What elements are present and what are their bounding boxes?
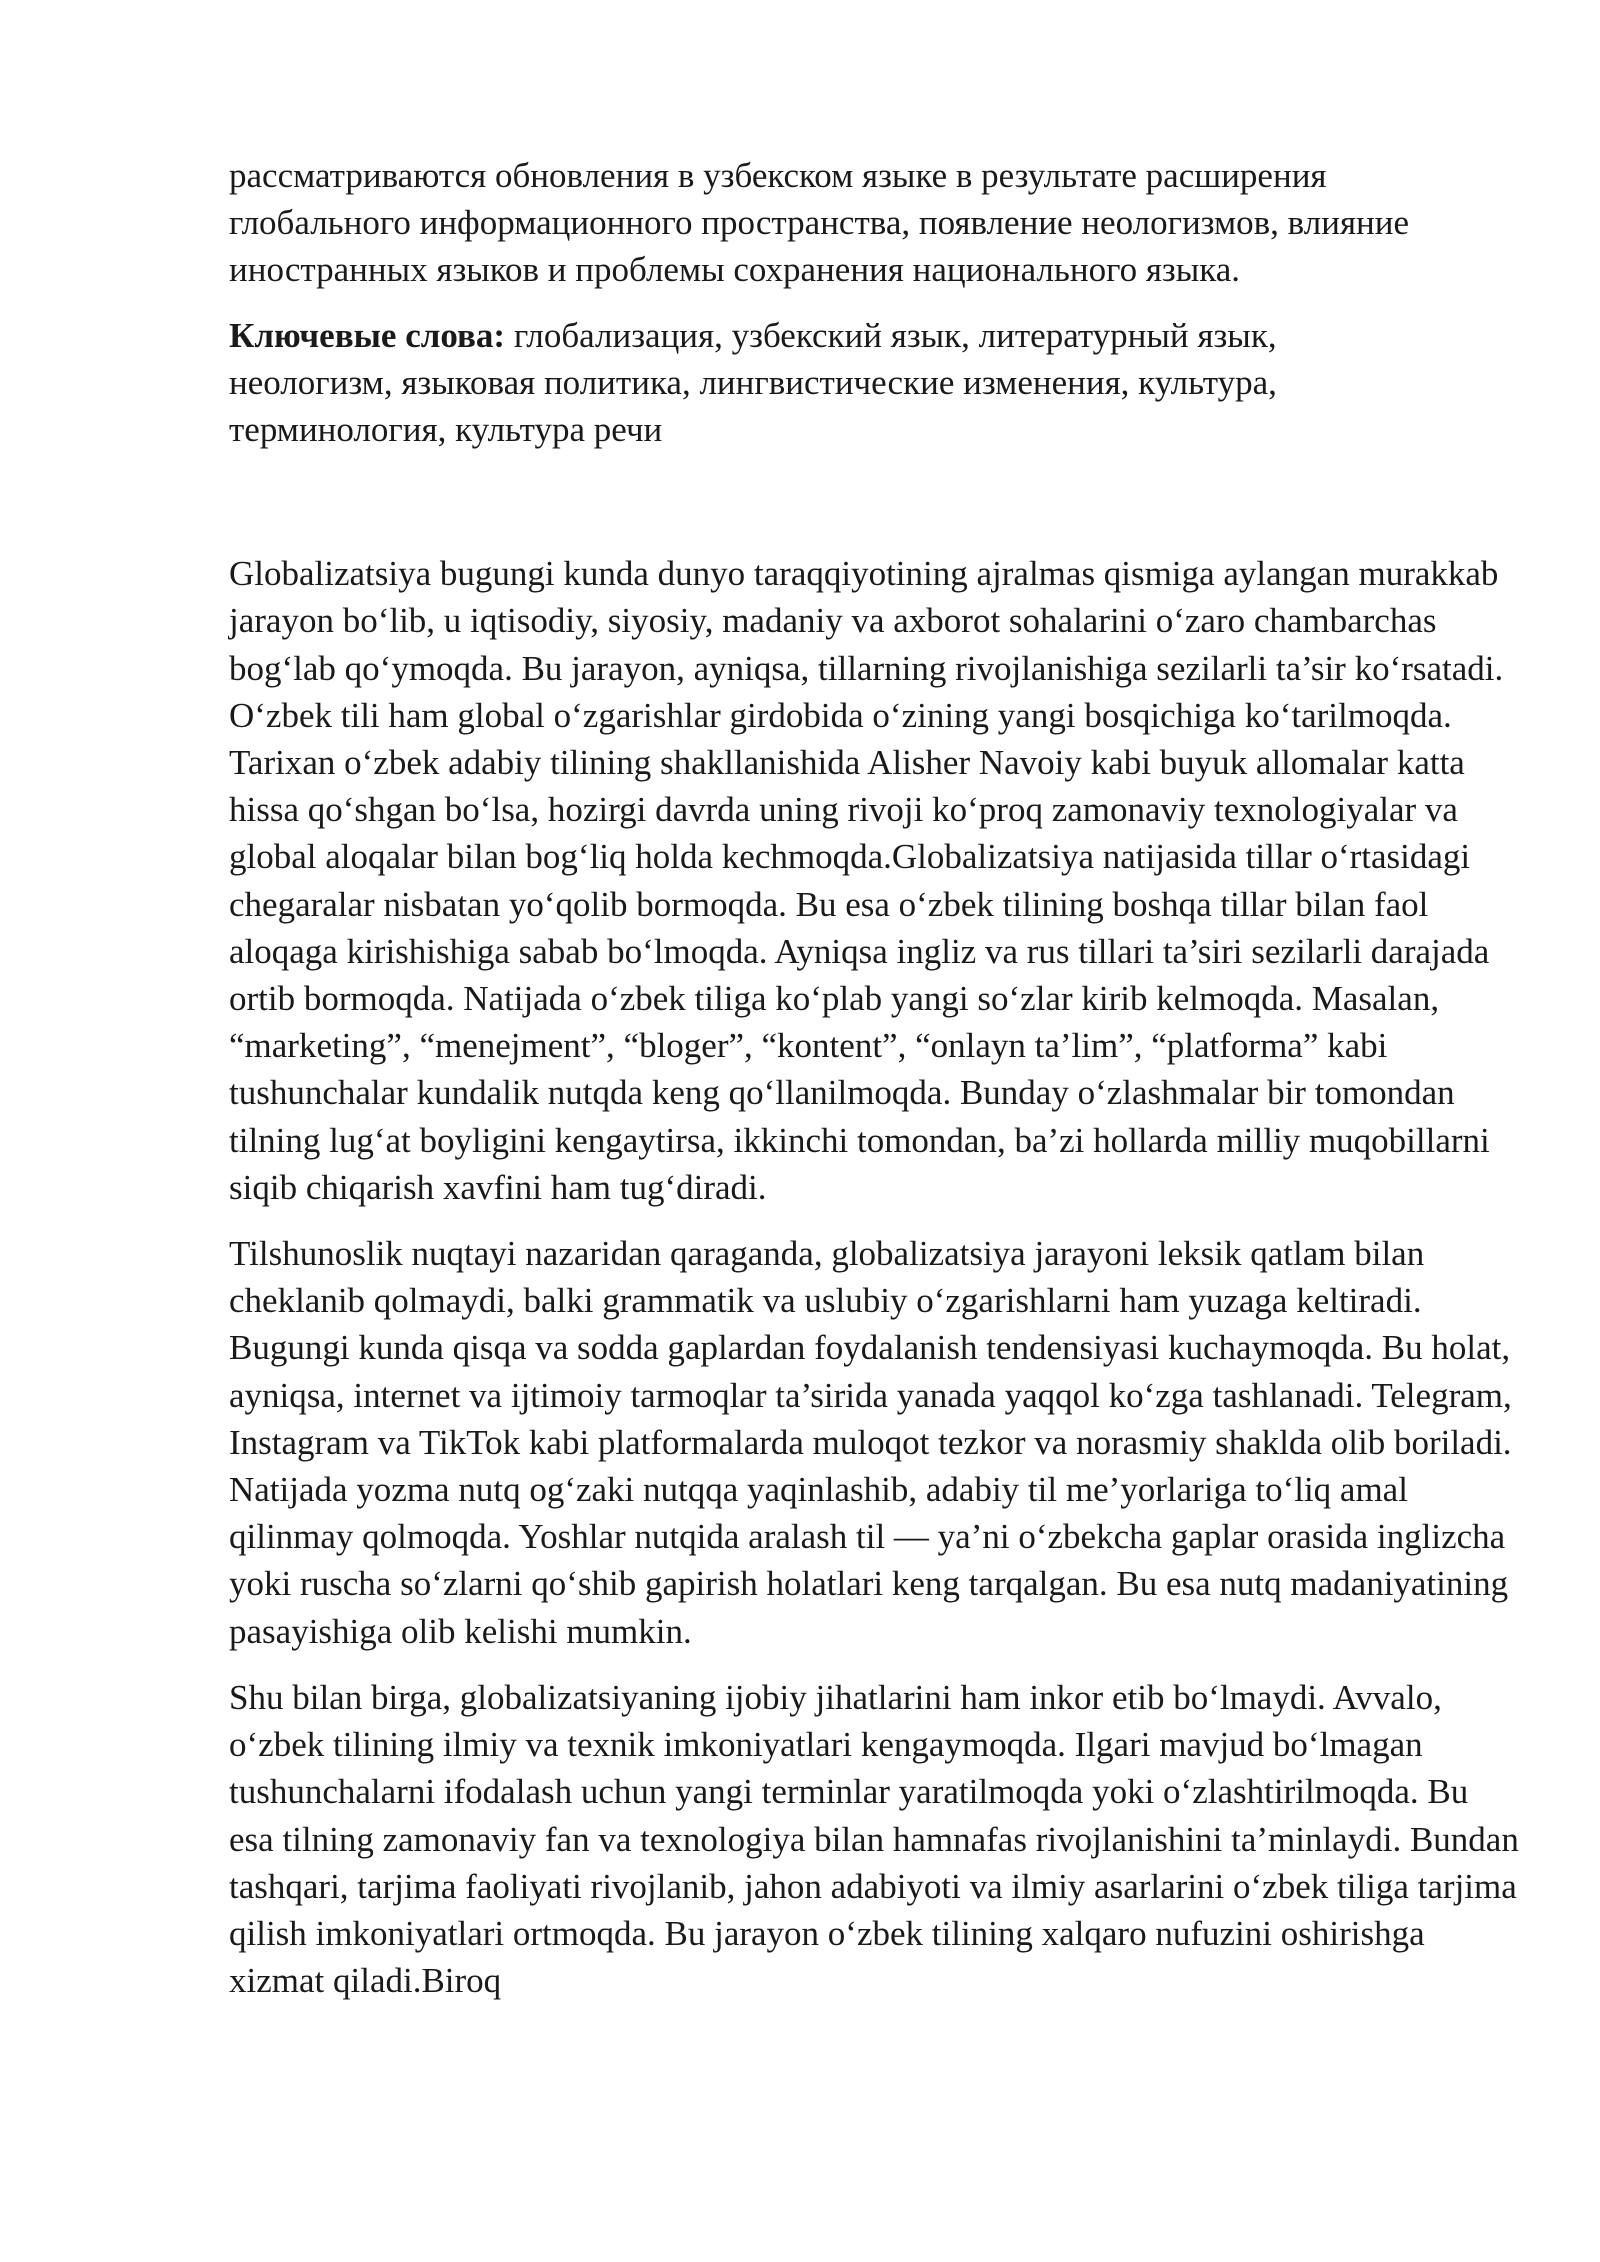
keywords-paragraph	[229, 312, 1419, 454]
body-paragraph-2: Tilshunoslik nuqtayi nazaridan qaraganda, globalizatsiya jarayoni leksik qatlam bilan cheklanib qolmaydi, balki grammatik va uslubiy o‘zgarishlarni ham yuzaga keltiradi. Bugungi kunda qisqa va sodda gaplardan foydalanish tendensiyasi kuchaymoqda. Bu holat, ayniqsa, internet va ijtimoiy tarmoqlar ta’sirida yanada yaqqol ko‘zga tashlanadi. Telegram, Instagram va TikTok kabi platformalarda muloqot tezkor va norasmiy shaklda olib boriladi. Natijada yozma nutq og‘zaki nutqqa yaqinlashib, adabiy til me’yorlariga to‘liq amal qilinmay qolmoqda. Yoshlar nutqida aralash til — ya’ni o‘zbekcha gaplar orasida inglizcha yoki ruscha so‘zlarni qo‘shib gapirish holatlari keng tarqalgan. Bu esa nutq madaniyatining pasayishiga olib kelishi mumkin.	[229, 1234, 1512, 1651]
body-paragraph-3: Shu bilan birga, globalizatsiyaning ijobiy jihatlarini ham inkor etib bo‘lmaydi. Avvalo, o‘zbek tilining ilmiy va texnik imkoniyatlari kengaymoqda. Ilgari mavjud bo‘lmagan tushunchalarni ifodalash uchun yangi terminlar yaratilmoqda yoki o‘zlashtirilmoqda. Bu esa tilning zamonaviy fan va texnologiya bilan hamnafas rivojlanishini ta’minlaydi. Bundan tashqari, tarjima faoliyati rivojlanib, jahon adabiyoti va ilmiy asarlarini o‘zbek tiliga tarjima qilish imkoniyatlari ortmoqda. Bu jarayon o‘zbek tilining xalqaro nufuzini oshirishga xizmat qiladi.Biroq	[229, 1677, 1519, 2001]
body-paragraph-1: Globalizatsiya bugungi kunda dunyo taraqqiyotining ajralmas qismiga aylangan murakkab jarayon bo‘lib, u iqtisodiy, siyosiy, madaniy va axborot sohalarini o‘zaro chambarchas bog‘lab qo‘ymoqda. Bu jarayon, ayniqsa, tillarning rivojlanishiga sezilarli ta’sir ko‘rsatadi. O‘zbek tili ham global o‘zgarishlar girdobida o‘zining yangi bosqichiga ko‘tarilmoqda. Tarixan o‘zbek adabiy tilining shakllanishida Alisher Navoiy kabi buyuk allomalar katta hissa qo‘shgan bo‘lsa, hozirgi davrda uning rivoji ko‘proq zamonaviy texnologiyalar va global aloqalar bilan bog‘liq holda kechmoqda.Globalizatsiya natijasida tillar o‘rtasidagi chegaralar nisbatan yo‘qolib bormoqda. Bu esa o‘zbek tilining boshqa tillar bilan faol aloqaga kirishishiga sabab bo‘lmoqda. Ayniqsa ingliz va rus tillari ta’siri sezilarli darajada ortib bormoqda. Natijada o‘zbek tiliga ko‘plab yangi so‘zlar kirib kelmoqda. Masalan, “marketing”, “menejment”, “bloger”, “kontent”, “onlayn ta’lim”, “platforma” kabi tushunchalar kundalik nutqda keng qo‘llanilmoqda. Bunday o‘zlashmalar bir tomondan tilning lug‘at boyligini kengaytirsa, ikkinchi tomondan, ba’zi hollarda milliy muqobillarni siqib chiqarish xavfini ham tug‘diradi.	[229, 554, 1504, 1207]
keywords-label: Ключевые слова:	[229, 315, 506, 355]
abstract-text: рассматриваются обновления в узбекском языке в результате расширения глобального информационного пространства, появление неологизмов, влияние иностранных языков и проблемы сохранения национального языка.	[229, 156, 1410, 290]
document-page	[229, 152, 1519, 2004]
keywords-list: глобализация, узбекский язык, литературный язык, неологизм, языковая политика, лингвистические изменения, культура, терминология, культура речи	[229, 315, 1277, 450]
